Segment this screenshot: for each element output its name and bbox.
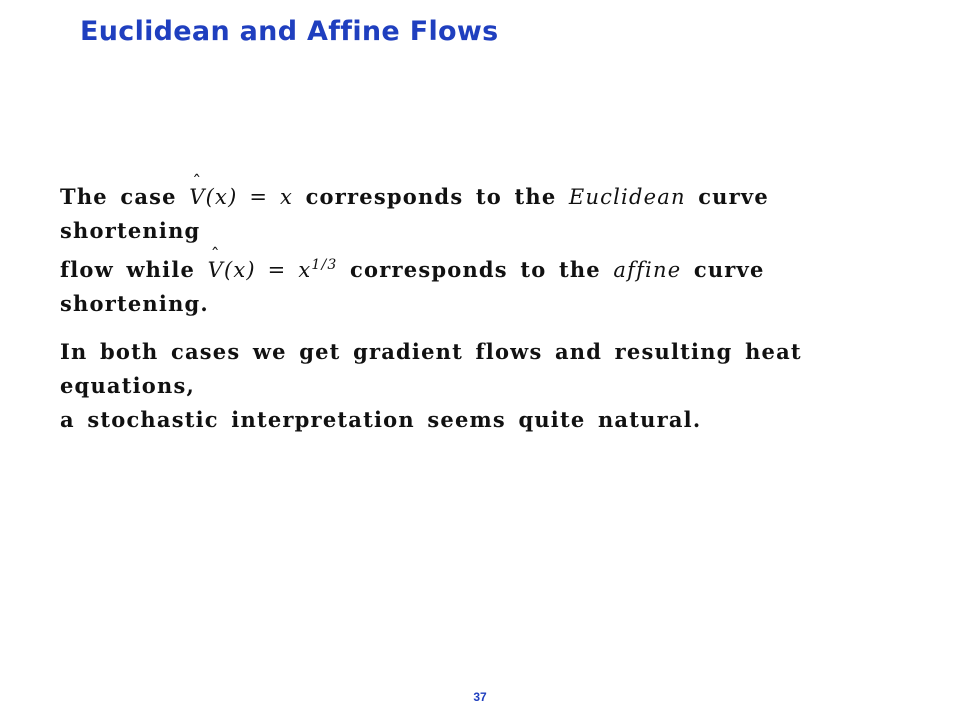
math-rest: (x) = x bbox=[205, 185, 294, 209]
math-exponent: 1/3 bbox=[311, 257, 338, 273]
page-number: 37 bbox=[473, 690, 487, 704]
line2-mid-text: corresponds to the bbox=[337, 257, 614, 282]
v-hat-symbol: ˆ V bbox=[189, 180, 205, 214]
affine-word: affine bbox=[613, 258, 682, 282]
line2-pre-text: flow while bbox=[60, 257, 208, 282]
slide-title: Euclidean and Affine Flows bbox=[80, 16, 499, 47]
line2-post-text: curve shortening. bbox=[60, 257, 765, 316]
line1-pre-text: The case bbox=[60, 184, 190, 209]
slide-body bbox=[60, 180, 910, 451]
math-v-hat-x-equals-x bbox=[189, 185, 293, 209]
euclidean-word: Euclidean bbox=[568, 185, 686, 209]
line1-mid-text: corresponds to the bbox=[293, 184, 569, 209]
line1-post-text: curve shortening bbox=[60, 184, 769, 243]
paragraph2-line1: In both cases we get gradient flows and resulting heat equations, bbox=[60, 339, 802, 398]
paragraph-gradient-flows bbox=[60, 335, 910, 437]
paragraph-curve-shortening bbox=[60, 180, 910, 321]
math-v-hat-x-equals-x-one-third bbox=[208, 258, 338, 282]
v-hat-symbol: ˆ V bbox=[208, 253, 224, 287]
paragraph2-line2: a stochastic interpretation seems quite natural. bbox=[60, 407, 702, 432]
math-rest: (x) = x bbox=[223, 258, 312, 282]
